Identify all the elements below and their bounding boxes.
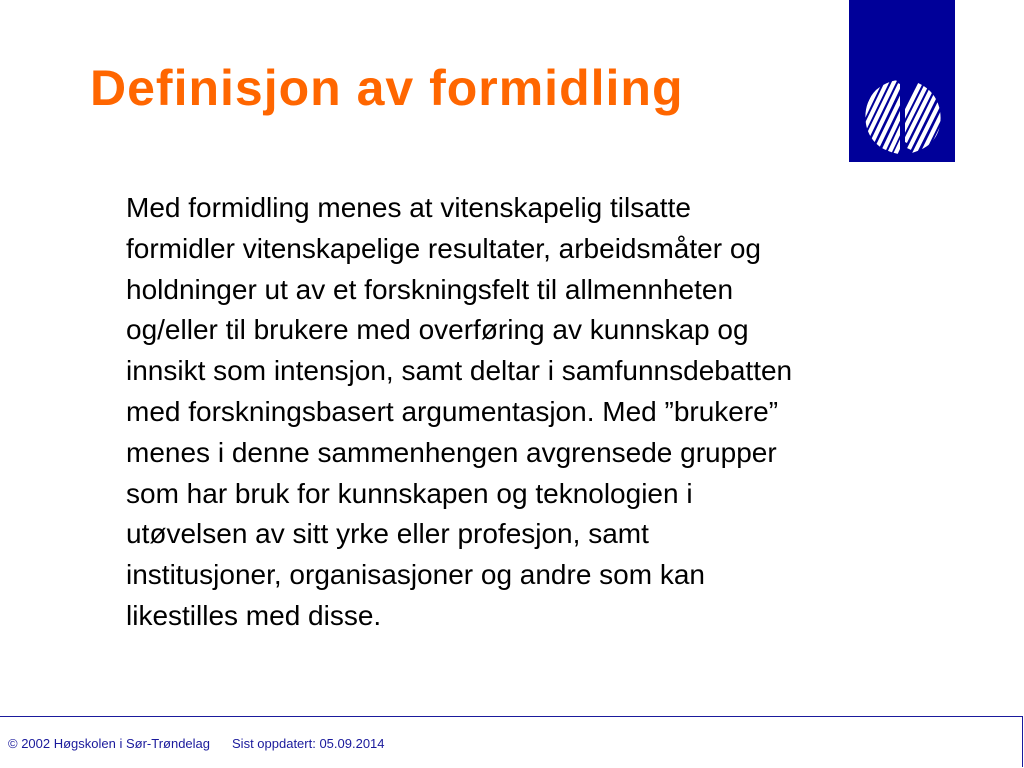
definition-paragraph (126, 188, 956, 637)
paragraph-line: med forskningsbasert argumentasjon. Med ”brukere” (126, 395, 779, 427)
paragraph-line: som har bruk for kunnskapen og teknologien i (126, 477, 693, 509)
paragraph-line: Med formidling menes at vitenskapelig tilsatte (126, 192, 691, 223)
hist-logo-icon (849, 0, 955, 162)
slide-title: Definisjon av formidling (90, 60, 684, 116)
paragraph-line: likestilles med disse. (126, 599, 382, 631)
paragraph-line: innsikt som intensjon, samt deltar i samfunnsdebatten (126, 355, 793, 387)
footer-text (8, 736, 385, 752)
paragraph-line: institusjoner, organisasjoner og andre som kan (126, 559, 706, 591)
paragraph-line: og/eller til brukere med overføring av kunnskap og (126, 314, 749, 346)
paragraph-line: holdninger ut av et forskningsfelt til allmennheten (126, 273, 734, 305)
last-updated-text: Sist oppdatert: 05.09.2014 (232, 736, 385, 751)
paragraph-line: menes i denne sammenhengen avgrensede grupper (126, 436, 777, 468)
paragraph-line: formidler vitenskapelige resultater, arbeidsmåter og (126, 232, 761, 264)
paragraph-line: utøvelsen av sitt yrke eller profesjon, samt (126, 518, 649, 550)
copyright-text: © 2002 Høgskolen i Sør-Trøndelag (8, 736, 211, 751)
footer (0, 716, 1023, 767)
logo (849, 0, 955, 162)
